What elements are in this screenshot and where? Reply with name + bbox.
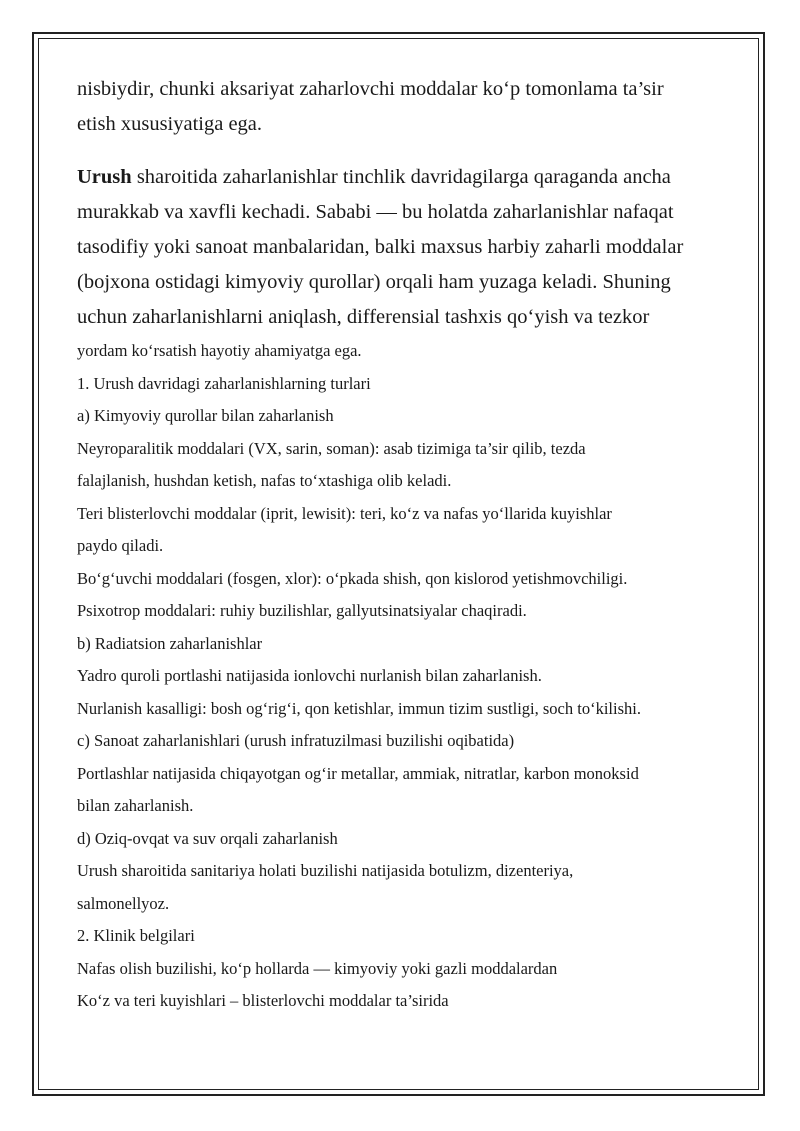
subsection-heading: a) Kimyoviy qurollar bilan zaharlanish — [77, 406, 334, 425]
intro-paragraph — [77, 72, 737, 142]
text-line: yordam ko‘rsatish hayotiy ahamiyatga ega. — [77, 341, 362, 360]
text-line: Yadro quroli portlashi natijasida ionlovchi nurlanish bilan zaharlanish. — [77, 666, 542, 685]
text-line: Ko‘z va teri kuyishlari – blisterlovchi moddalar ta’sirida — [77, 991, 449, 1010]
text-line: etish xususiyatiga ega. — [77, 113, 263, 135]
text-line: tasodifiy yoki sanoat manbalaridan, balki maxsus harbiy zaharli moddalar — [77, 236, 684, 258]
section-heading: 2. Klinik belgilari — [77, 926, 195, 945]
text-line: salmonellyoz. — [77, 893, 170, 913]
text-line: Nurlanish kasalligi: bosh og‘rig‘i, qon ketishlar, immun tizim sustligi, soch to‘kilishi. — [77, 698, 641, 718]
text-line: uchun zaharlanishlarni aniqlash, differensial tashxis qo‘yish va tezkor — [77, 306, 650, 328]
text-line: murakkab va xavfli kechadi. Sababi — bu holatda zaharlanishlar nafaqat — [77, 201, 674, 223]
text-line: Portlashlar natijasida chiqayotgan og‘ir metallar, ammiak, nitratlar, karbon monoksid — [77, 763, 639, 783]
text-line — [77, 160, 737, 195]
subsection-heading: b) Radiatsion zaharlanishlar — [77, 633, 263, 653]
body-list — [77, 335, 737, 1018]
bold-term: Urush — [77, 166, 132, 188]
urush-paragraph — [77, 160, 737, 335]
text-line: Neyroparalitik moddalari (VX, sarin, soman): asab tizimiga ta’sir qilib, tezda — [77, 438, 586, 458]
text-line: Urush sharoitida sanitariya holati buzilishi natijasida botulizm, dizenteriya, — [77, 861, 574, 880]
text-line: Bo‘g‘uvchi moddalari (fosgen, xlor): o‘pkada shish, qon kislorod yetishmovchiligi. — [77, 568, 628, 588]
text-line: bilan zaharlanish. — [77, 796, 194, 815]
subsection-heading: d) Oziq-ovqat va suv orqali zaharlanish — [77, 828, 338, 848]
text-line: paydo qiladi. — [77, 536, 164, 555]
text-line: nisbiydir, chunki aksariyat zaharlovchi moddalar ko‘p tomonlama ta’sir — [77, 78, 664, 100]
subsection-heading: c) Sanoat zaharlanishlari (urush infratuzilmasi buzilishi oqibatida) — [77, 731, 515, 750]
text-line: Teri blisterlovchi moddalar (iprit, lewisit): teri, ko‘z va nafas yo‘llarida kuyishlar — [77, 503, 612, 523]
document-content — [77, 72, 737, 1018]
text-line: Nafas olish buzilishi, ko‘p hollarda — kimyoviy yoki gazli moddalardan — [77, 958, 558, 978]
text-line: Psixotrop moddalari: ruhiy buzilishlar, gallyutsinatsiyalar chaqiradi. — [77, 601, 527, 620]
text-line: (bojxona ostidagi kimyoviy qurollar) orqali ham yuzaga keladi. Shuning — [77, 271, 671, 293]
section-heading: 1. Urush davridagi zaharlanishlarning turlari — [77, 373, 371, 393]
text-line: falajlanish, hushdan ketish, nafas to‘xtashiga olib keladi. — [77, 471, 452, 490]
text-fragment: sharoitida zaharlanishlar tinchlik davridagilarga qaraganda ancha — [131, 166, 671, 188]
